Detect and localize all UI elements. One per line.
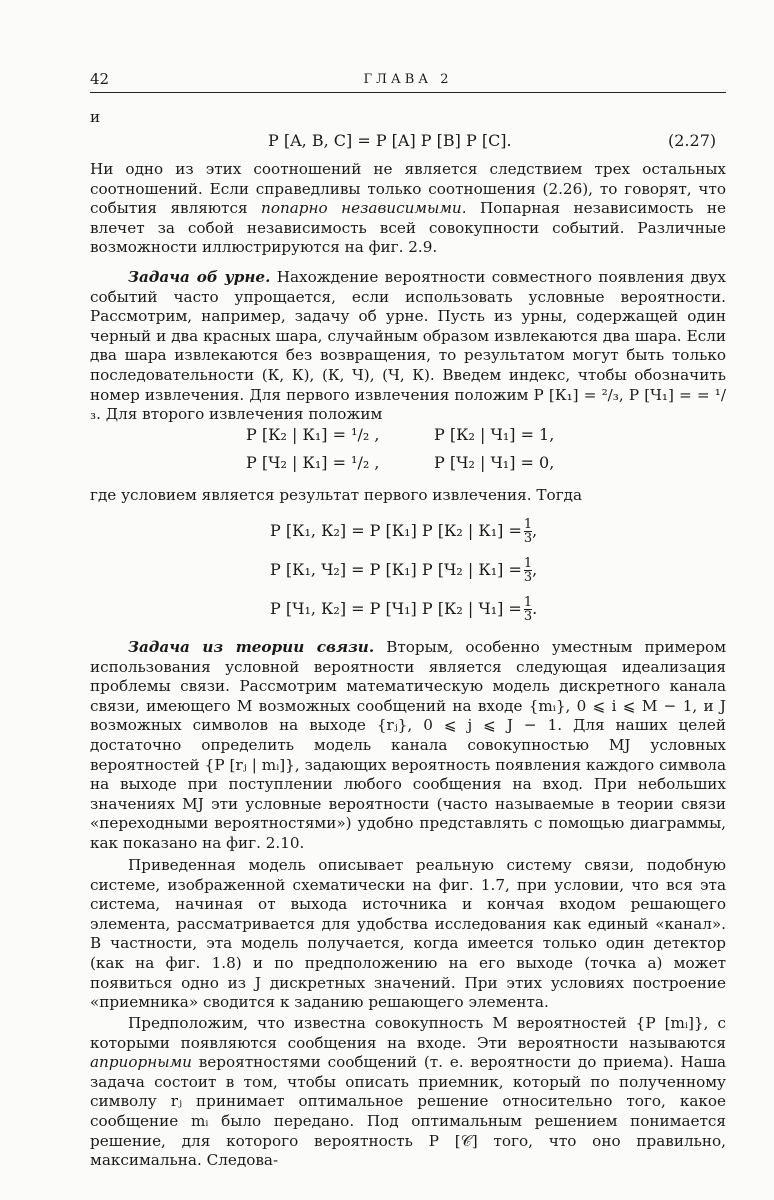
prior-paragraph-text: Предположим, что известна совокупность M вероятностей {P [mᵢ]}, с которыми появляются сообщения на входе. Эти вероятности называются	[90, 1014, 726, 1052]
joint-prob-2-end: ,	[532, 560, 538, 579]
joint-prob-2-den: 3	[523, 570, 533, 585]
cond-prob-3: P [Ч₂ | К₁] = ¹/₂ ,	[246, 453, 380, 472]
joint-prob-3	[270, 596, 537, 623]
communication-problem-heading: Задача из теории связи.	[128, 638, 375, 656]
header-rule	[90, 92, 726, 93]
urn-problem-heading: Задача об урне.	[128, 268, 271, 286]
joint-prob-3-lhs: P [Ч₁, К₂] = P [Ч₁] P [К₂ | Ч₁] =	[270, 599, 522, 618]
joint-prob-1-lhs: P [К₁, К₂] = P [К₁] P [К₂ | К₁] =	[270, 521, 522, 540]
joint-prob-1-den: 3	[523, 531, 533, 546]
joint-prob-1-fraction	[524, 518, 532, 545]
apriori-term: априорными	[90, 1053, 192, 1072]
cond-prob-1: P [К₂ | К₁] = ¹/₂ ,	[246, 425, 380, 444]
chapter-title: ГЛАВА 2	[363, 72, 453, 87]
intro-word: и	[90, 108, 101, 126]
urn-problem-paragraph	[90, 268, 726, 425]
joint-prob-2-fraction	[524, 557, 532, 584]
equation-number-2-27: (2.27)	[668, 131, 717, 150]
paragraph-independence-tail: Попарная независимость не влечет за собой независимость всей совокупности событий. Различные возможности иллюстрируются на фиг. 2.9.	[90, 199, 727, 257]
pairwise-independent-term: попарно независимыми.	[261, 199, 467, 218]
communication-problem-paragraph	[90, 638, 726, 854]
joint-prob-3-num: 1	[523, 595, 533, 610]
cond-prob-2: P [К₂ | Ч₁] = 1,	[434, 425, 555, 444]
prior-paragraph-tail: вероятностями сообщений (т. е. вероятности до приема). Наша задача состоит в том, чтобы описать приемник, который по полученному символу rⱼ принимает оптимальное решение относительно того, какое сообщение mᵢ было передано. Под оптимальным решением понимается решение, для которого вероятность P [𝒞] того, что оно правильно, максимальна. Следова-	[90, 1053, 727, 1170]
urn-problem-text: Нахождение вероятности совместного появления двух событий часто упрощается, если использовать условные вероятности. Рассмотрим, например, задачу об урне. Пусть из урны, содержащей один черный и два красных шара, случайным образом извлекаются два шара. Если два шара извлекаются без возвращения, то результатом могут быть только последовательности (К, К), (К, Ч), (Ч, К). Введем индекс, чтобы обозначить номер извлечения. Для первого извлечения положим P [К₁] = ²/₃, P [Ч₁] = = ¹/₃. Для второго извлечения положим	[90, 268, 726, 424]
paragraph-independence	[90, 160, 726, 258]
communication-problem-text: Вторым, особенно уместным примером использования условной вероятности является следующая идеализация проблемы связи. Рассмотрим математическую модель дискретного канала связи, имеющего M возможных сообщений на входе {mᵢ}, 0 ⩽ i ⩽ M − 1, и J возможных символов на выходе {rⱼ}, 0 ⩽ j ⩽ J − 1. Для наших целей достаточно определить модель канала совокупностью MJ условных вероятностей {P [rⱼ | mᵢ]}, задающих вероятность появления каждого символа на выходе при поступлении любого сообщения на вход. При небольших значениях MJ эти условные вероятности (часто называемые в теории связи «переходными вероятностями») удобно представлять с помощью диаграммы, как показано на фиг. 2.10.	[90, 638, 727, 852]
joint-prob-1-num: 1	[523, 517, 533, 532]
model-paragraph: Приведенная модель описывает реальную систему связи, подобную системе, изображенной схематически на фиг. 1.7, при условии, что вся эта система, начиная от выхода источника и кончая входом решающего элемента, рассматривается для удобства исследования как единый «канал». В частности, эта модель получается, когда имеется только один детектор (как на фиг. 1.8) и по предположению на его выходе (точка a) может появиться одно из J дискретных значений. При этих условиях построение «приемника» сводится к заданию решающего элемента.	[90, 856, 726, 1012]
prior-paragraph	[90, 1014, 726, 1171]
joint-prob-1-end: ,	[532, 521, 538, 540]
cond-prob-4: P [Ч₂ | Ч₁] = 0,	[434, 453, 555, 472]
joint-prob-2	[270, 557, 537, 584]
joint-prob-3-fraction	[524, 596, 532, 623]
joint-prob-2-num: 1	[523, 556, 533, 571]
equation-2-27: P [A, B, C] = P [A] P [B] P [C].	[268, 131, 512, 150]
joint-prob-1	[270, 518, 537, 545]
where-condition-line: где условием является результат первого извлечения. Тогда	[90, 486, 583, 504]
joint-prob-3-end: .	[532, 599, 538, 618]
paragraph-independence-text: Ни одно из этих соотношений не является следствием трех остальных соотношений. Если справедливы только соотношения (2.26), то говорят, что события являются	[90, 160, 726, 218]
joint-prob-2-lhs: P [К₁, Ч₂] = P [К₁] P [Ч₂ | К₁] =	[270, 560, 522, 579]
joint-prob-3-den: 3	[523, 609, 533, 624]
page-number: 42	[90, 70, 110, 88]
